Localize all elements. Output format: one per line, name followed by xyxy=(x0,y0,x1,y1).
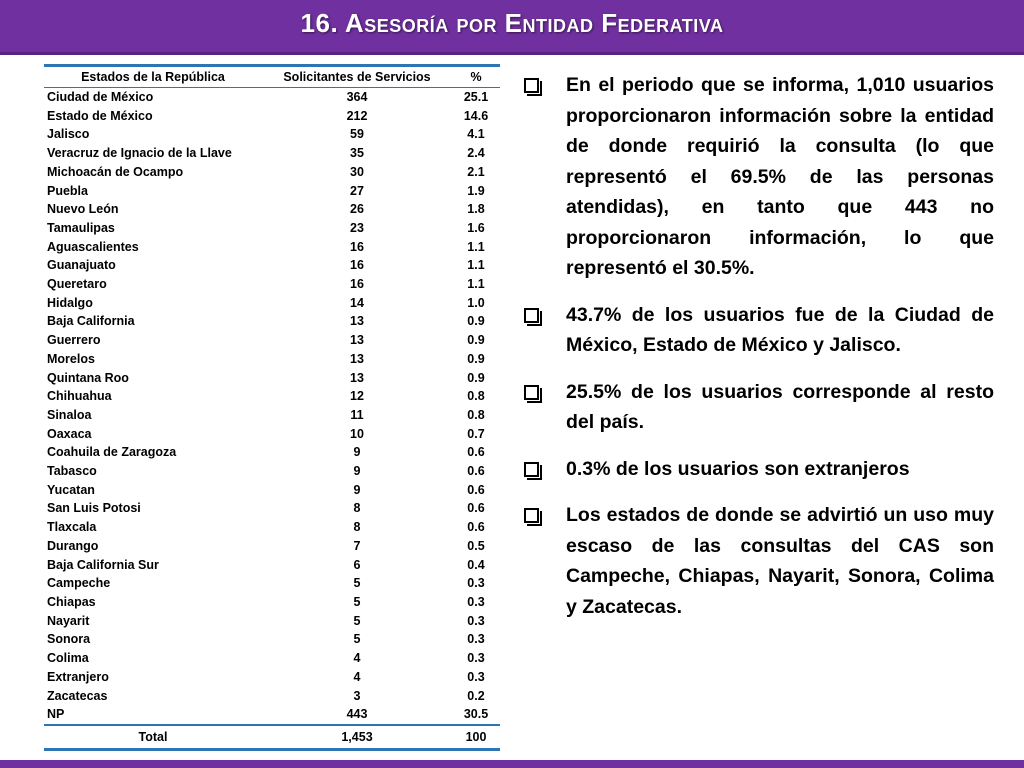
percent-value: 0.3 xyxy=(467,594,485,609)
state-name: Tlaxcala xyxy=(47,520,97,535)
table-row xyxy=(44,387,500,406)
percent-value: 1.6 xyxy=(467,220,485,235)
applicants-count: 6 xyxy=(353,557,361,572)
table-row xyxy=(44,144,500,163)
applicants-count: 14 xyxy=(350,295,364,310)
applicants-count: 27 xyxy=(350,183,364,198)
state-name: Sinaloa xyxy=(47,407,92,422)
percent-value: 0.9 xyxy=(467,333,485,348)
bullet-text: Los estados de donde se advirtió un uso muy escaso de las consultas del CAS son Campeche, Chiapas, Nayarit, Sonora, Colima y Zacatecas. xyxy=(566,504,994,618)
percent-value: 0.3 xyxy=(467,613,485,628)
percent-value: 0.6 xyxy=(467,520,485,535)
total-applicants: 1,453 xyxy=(262,725,452,750)
applicants-count: 9 xyxy=(353,445,361,460)
bullet-text: En el periodo que se informa, 1,010 usuarios proporcionaron información sobre la entidad de donde requirió la consulta (lo que representó el 69.5% de las personas atendidas), en tanto que 443 no proporcionaron información, lo que representó el 30.5%. xyxy=(566,74,994,279)
state-name: Nayarit xyxy=(47,613,90,628)
state-name: Hidalgo xyxy=(47,295,93,310)
percent-value: 1.1 xyxy=(467,277,485,292)
header-applicants: Solicitantes de Servicios xyxy=(262,66,452,88)
table-header-row xyxy=(44,66,500,88)
state-name: Quintana Roo xyxy=(47,370,129,385)
percent-value: 0.6 xyxy=(467,464,485,479)
table-row xyxy=(44,275,500,294)
applicants-count: 13 xyxy=(350,370,364,385)
bullet-text: 25.5% de los usuarios corresponde al resto del país. xyxy=(566,380,994,433)
percent-value: 2.1 xyxy=(467,164,485,179)
state-name: Extranjero xyxy=(47,669,109,684)
table-row xyxy=(44,499,500,518)
state-name: Guerrero xyxy=(47,333,101,348)
percent-value: 1.1 xyxy=(467,258,485,273)
applicants-count: 13 xyxy=(350,351,364,366)
state-name: Chiapas xyxy=(47,594,96,609)
bullet-item xyxy=(522,500,994,622)
table-row xyxy=(44,331,500,350)
percent-value: 1.9 xyxy=(467,183,485,198)
state-name: Michoacán de Ocampo xyxy=(47,164,184,179)
table-row xyxy=(44,238,500,257)
table-row xyxy=(44,406,500,425)
percent-value: 0.9 xyxy=(467,314,485,329)
applicants-count: 16 xyxy=(350,277,364,292)
state-name: Chihuahua xyxy=(47,389,112,404)
applicants-count: 16 xyxy=(350,258,364,273)
table-row xyxy=(44,574,500,593)
bullet-item xyxy=(522,300,994,361)
percent-value: 1.8 xyxy=(467,202,485,217)
applicants-count: 35 xyxy=(350,146,364,161)
state-name: Yucatan xyxy=(47,482,95,497)
applicants-count: 13 xyxy=(350,314,364,329)
state-name: San Luis Potosi xyxy=(47,501,141,516)
applicants-count: 9 xyxy=(353,482,361,497)
state-name: Baja California Sur xyxy=(47,557,159,572)
applicants-count: 16 xyxy=(350,239,364,254)
table-row xyxy=(44,312,500,331)
table-row xyxy=(44,705,500,725)
applicants-count: 10 xyxy=(350,426,364,441)
percent-value: 0.3 xyxy=(467,669,485,684)
state-name: Baja California xyxy=(47,314,135,329)
applicants-count: 364 xyxy=(346,90,368,104)
checkbox-bullet-icon xyxy=(524,78,539,93)
header-percent: % xyxy=(452,66,500,88)
table-body xyxy=(44,88,500,725)
applicants-count: 4 xyxy=(353,651,361,666)
table-row xyxy=(44,219,500,238)
percent-value: 0.3 xyxy=(467,651,485,666)
applicants-count: 212 xyxy=(346,108,368,123)
table-row xyxy=(44,649,500,668)
percent-value: 25.1 xyxy=(463,90,489,104)
table-row xyxy=(44,200,500,219)
state-name: Coahuila de Zaragoza xyxy=(47,445,177,460)
applicants-count: 7 xyxy=(353,538,361,553)
table-row xyxy=(44,107,500,126)
page-title: 16. Asesoría por Entidad Federativa xyxy=(300,8,724,38)
state-name: Estado de México xyxy=(47,108,153,123)
state-name: Tabasco xyxy=(47,464,97,479)
applicants-count: 4 xyxy=(353,669,361,684)
percent-value: 0.6 xyxy=(467,482,485,497)
state-name: Tamaulipas xyxy=(47,220,115,235)
table-row xyxy=(44,556,500,575)
state-name: Queretaro xyxy=(47,277,107,292)
checkbox-bullet-icon xyxy=(524,508,539,523)
table-row xyxy=(44,481,500,500)
table-row xyxy=(44,630,500,649)
applicants-count: 5 xyxy=(353,613,361,628)
bullet-text: 43.7% de los usuarios fue de la Ciudad de México, Estado de México y Jalisco. xyxy=(566,303,994,356)
percent-value: 1.0 xyxy=(467,295,485,310)
table-row xyxy=(44,593,500,612)
applicants-count: 30 xyxy=(350,164,364,179)
percent-value: 0.3 xyxy=(467,576,485,591)
applicants-count: 5 xyxy=(353,594,361,609)
state-name: Ciudad de México xyxy=(47,90,154,104)
states-table xyxy=(44,64,500,751)
applicants-count: 23 xyxy=(350,220,364,235)
percent-value: 4.1 xyxy=(467,127,485,142)
state-name: Oaxaca xyxy=(47,426,92,441)
table-row xyxy=(44,462,500,481)
state-name: Durango xyxy=(47,538,99,553)
applicants-count: 443 xyxy=(262,705,452,725)
percent-value: 14.6 xyxy=(463,108,489,123)
table-row xyxy=(44,125,500,144)
bullet-item xyxy=(522,377,994,438)
percent-value: 0.6 xyxy=(467,445,485,460)
percent-value: 0.8 xyxy=(467,389,485,404)
applicants-count: 13 xyxy=(350,333,364,348)
applicants-count: 12 xyxy=(350,389,364,404)
applicants-count: 8 xyxy=(353,501,361,516)
title-bar xyxy=(0,0,1024,52)
applicants-count: 26 xyxy=(350,202,364,217)
table-row xyxy=(44,256,500,275)
table-row xyxy=(44,350,500,369)
percent-value: 0.7 xyxy=(467,426,485,441)
bullet-text: 0.3% de los usuarios son extranjeros xyxy=(566,457,910,480)
percent-value: 0.3 xyxy=(467,632,485,647)
state-name: Aguascalientes xyxy=(47,239,139,254)
percent-value: 1.1 xyxy=(467,239,485,254)
table-row xyxy=(44,443,500,462)
percent-value: 0.2 xyxy=(467,688,485,703)
table-row xyxy=(44,163,500,182)
state-name: Guanajuato xyxy=(47,258,116,273)
applicants-count: 5 xyxy=(353,576,361,591)
percent-value: 0.9 xyxy=(467,370,485,385)
table-row xyxy=(44,182,500,201)
applicants-count: 59 xyxy=(350,127,364,142)
table-row xyxy=(44,294,500,313)
total-label: Total xyxy=(44,725,262,750)
percent-value: 0.8 xyxy=(467,407,485,422)
state-name: Puebla xyxy=(47,183,88,198)
state-name: NP xyxy=(44,705,262,725)
percent-value: 0.9 xyxy=(467,351,485,366)
percent-value: 2.4 xyxy=(467,146,485,161)
header-states: Estados de la República xyxy=(44,66,262,88)
percent-value: 30.5 xyxy=(452,705,500,725)
percent-value: 0.4 xyxy=(467,557,485,572)
table-row xyxy=(44,612,500,631)
percent-value: 0.6 xyxy=(467,501,485,516)
state-name: Campeche xyxy=(47,576,111,591)
applicants-count: 3 xyxy=(353,688,361,703)
checkbox-bullet-icon xyxy=(524,308,539,323)
state-name: Colima xyxy=(47,651,89,666)
state-name: Sonora xyxy=(47,632,91,647)
table-row xyxy=(44,668,500,687)
percent-value: 0.5 xyxy=(467,538,485,553)
state-name: Zacatecas xyxy=(47,688,108,703)
applicants-count: 11 xyxy=(350,407,364,422)
applicants-count: 8 xyxy=(353,520,361,535)
total-percent: 100 xyxy=(452,725,500,750)
table-row xyxy=(44,518,500,537)
table-row xyxy=(44,537,500,556)
table-row xyxy=(44,687,500,706)
state-name: Nuevo León xyxy=(47,202,119,217)
table-row xyxy=(44,369,500,388)
state-name: Jalisco xyxy=(47,127,90,142)
applicants-count: 5 xyxy=(353,632,361,647)
bullet-item xyxy=(522,454,994,485)
applicants-count: 9 xyxy=(353,464,361,479)
checkbox-bullet-icon xyxy=(524,385,539,400)
state-name: Morelos xyxy=(47,351,95,366)
table-row xyxy=(44,88,500,107)
table-total-row xyxy=(44,725,500,750)
bottom-bar xyxy=(0,760,1024,768)
checkbox-bullet-icon xyxy=(524,462,539,477)
states-table-container xyxy=(44,64,500,751)
state-name: Veracruz de Ignacio de la Llave xyxy=(47,146,232,161)
table-row xyxy=(44,425,500,444)
bullet-list xyxy=(522,70,994,638)
bullet-item xyxy=(522,70,994,284)
